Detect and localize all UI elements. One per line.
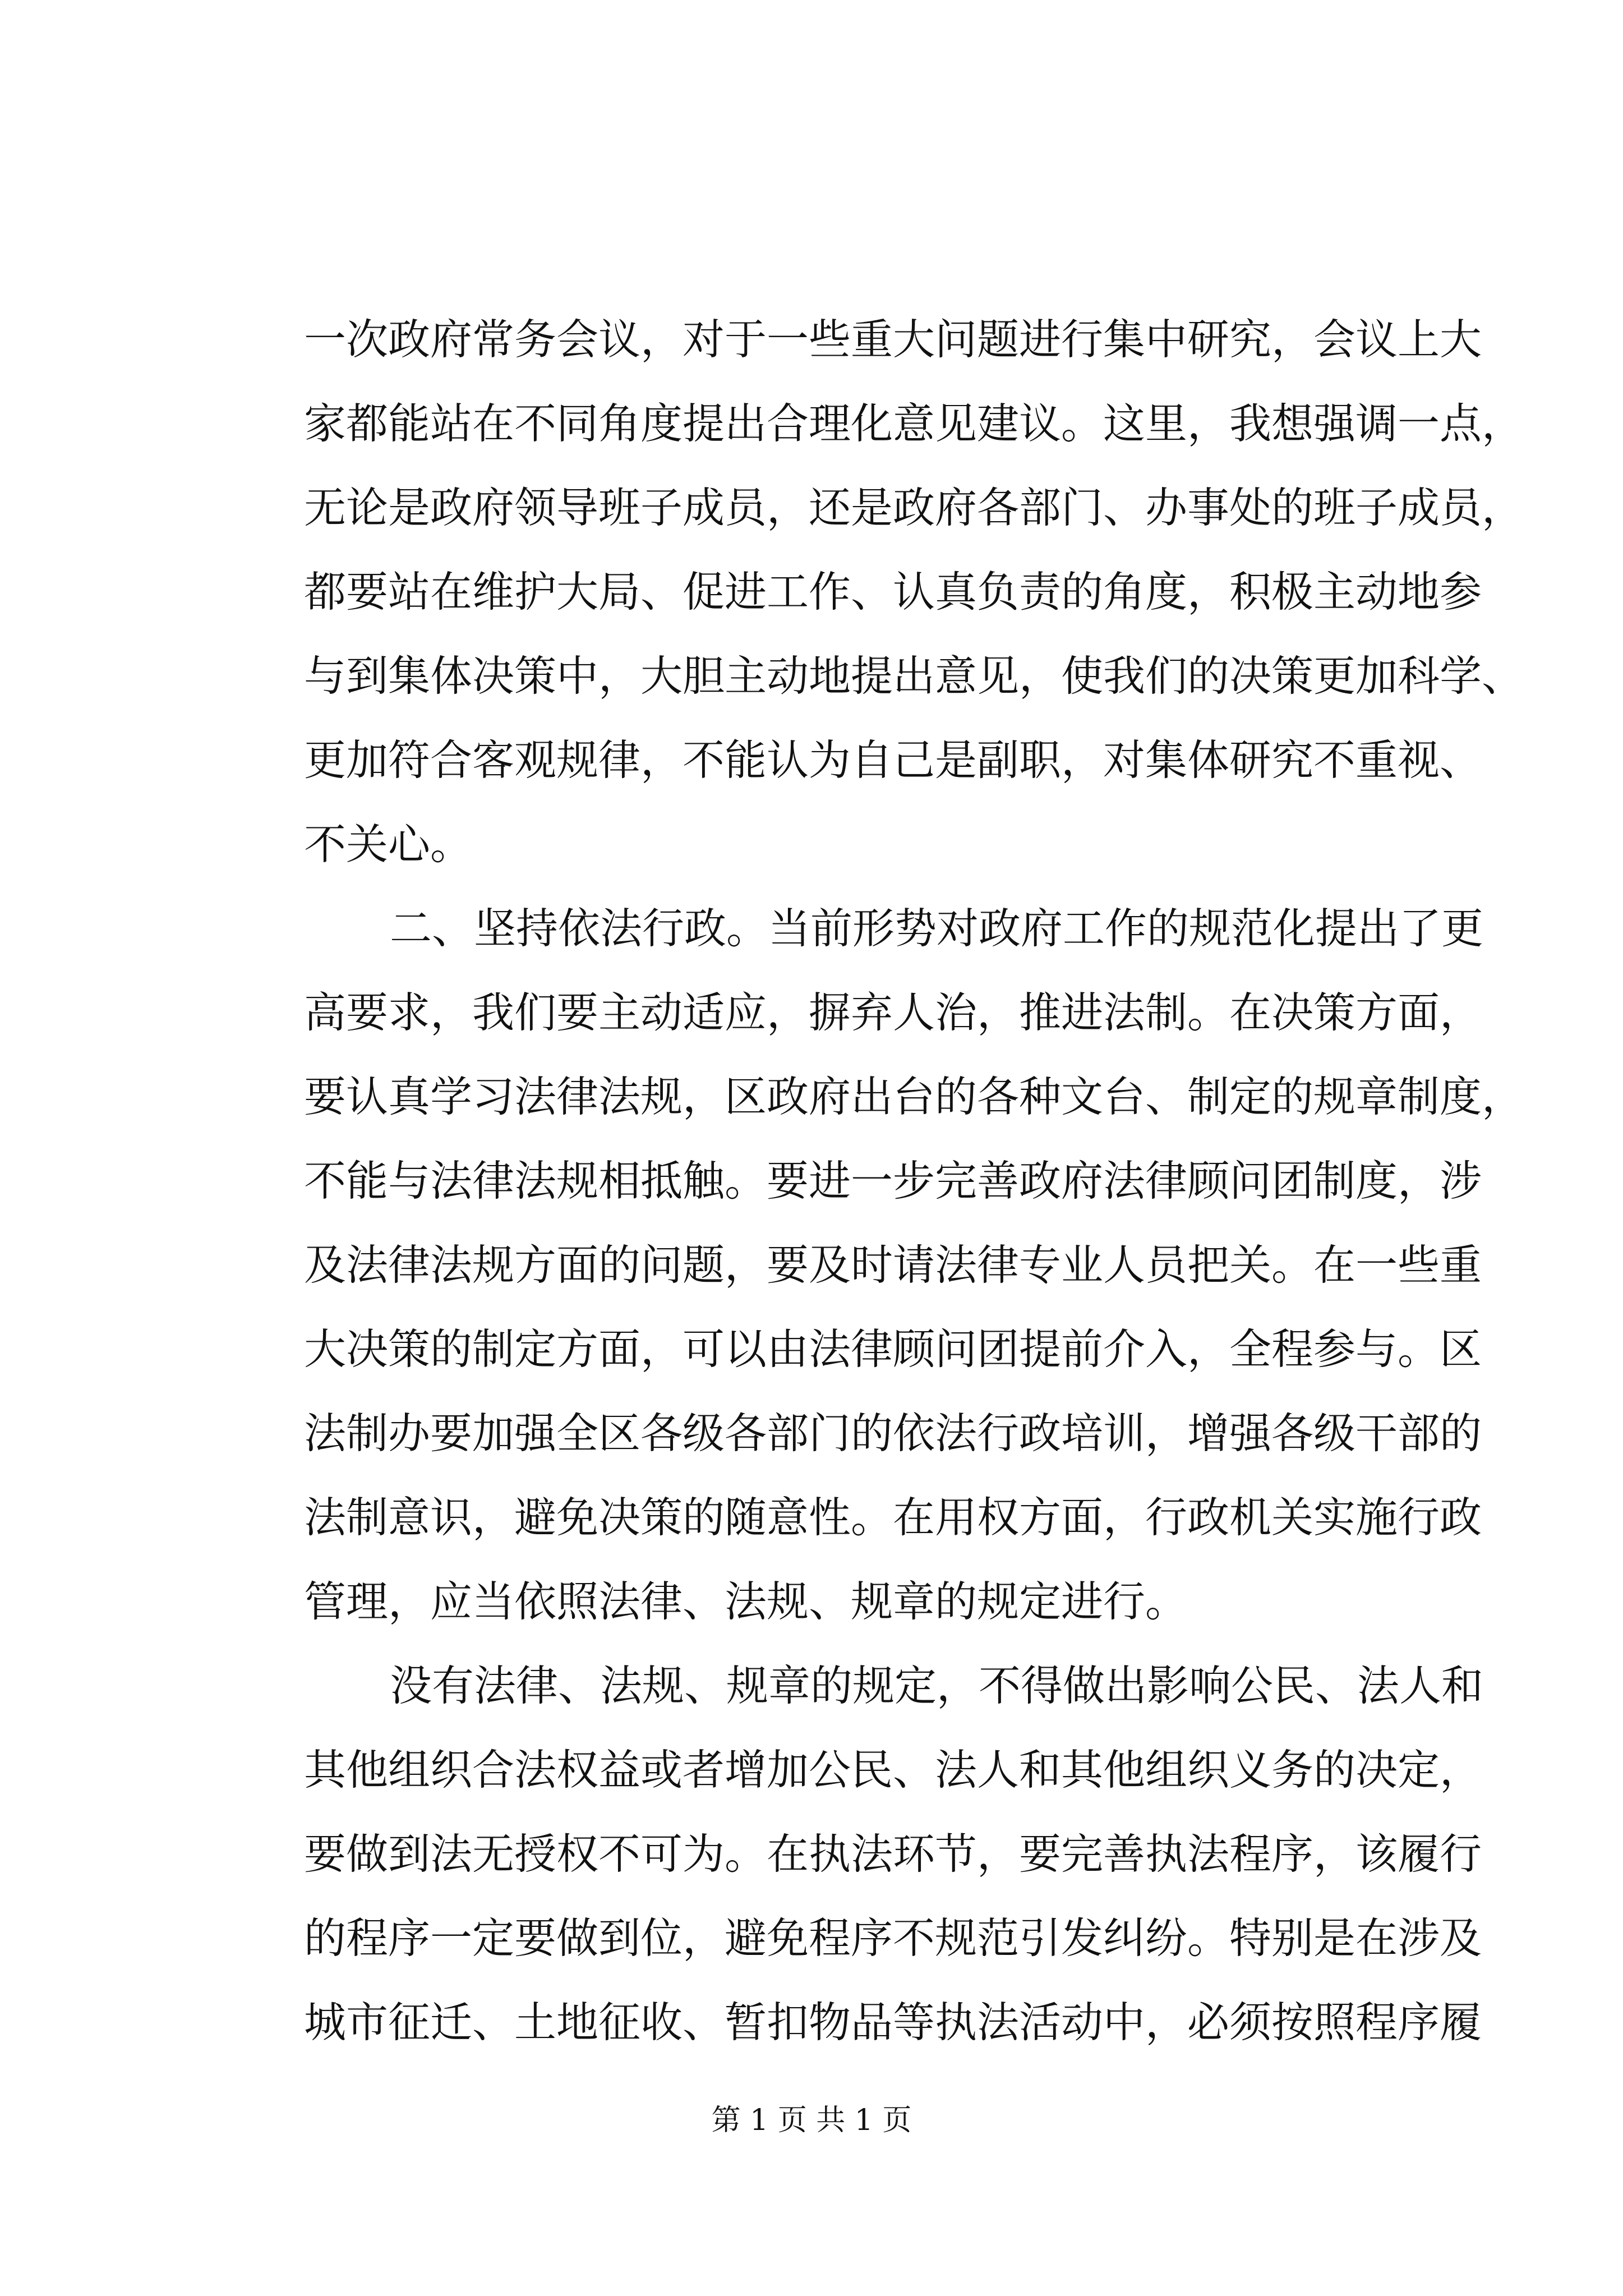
text-line: 家都能站在不同角度提出合理化意见建议。这里，我想强调一点， xyxy=(304,399,1524,448)
text-line: 法制意识，避免决策的随意性。在用权方面，行政机关实施行政 xyxy=(304,1493,1482,1542)
text-line: 的程序一定要做到位，避免程序不规范引发纠纷。特别是在涉及 xyxy=(304,1913,1482,1963)
text-line: 不能与法律法规相抵触。要进一步完善政府法律顾问团制度，涉 xyxy=(304,1156,1482,1205)
text-line: 城市征迁、土地征收、暂扣物品等执法活动中，必须按照程序履 xyxy=(304,1998,1482,2047)
text-line: 要认真学习法律法规，区政府出台的各种文台、制定的规章制度， xyxy=(304,1072,1524,1121)
text-line: 法制办要加强全区各级各部门的依法行政培训，增强各级干部的 xyxy=(304,1409,1482,1458)
text-line: 高要求，我们要主动适应，摒弃人治，推进法制。在决策方面， xyxy=(304,988,1482,1037)
text-line: 都要站在维护大局、促进工作、认真负责的角度，积极主动地参 xyxy=(304,567,1482,616)
page-number-label: 第 1 页 共 1 页 xyxy=(711,2104,912,2137)
text-line: 不关心。 xyxy=(304,820,473,869)
text-line: 无论是政府领导班子成员，还是政府各部门、办事处的班子成员， xyxy=(304,483,1524,532)
text-line: 及法律法规方面的问题，要及时请法律专业人员把关。在一些重 xyxy=(304,1240,1482,1290)
text-line: 与到集体决策中，大胆主动地提出意见，使我们的决策更加科学、 xyxy=(304,651,1524,701)
text-line: 更加符合客观规律，不能认为自己是副职，对集体研究不重视、 xyxy=(304,735,1482,785)
document-body xyxy=(304,297,1524,2064)
text-line: 其他组织合法权益或者增加公民、法人和其他组织义务的决定， xyxy=(304,1745,1482,1795)
text-line: 管理，应当依照法律、法规、规章的规定进行。 xyxy=(304,1577,1188,1626)
text-line: 一次政府常务会议，对于一些重大问题进行集中研究，会议上大 xyxy=(304,315,1482,364)
text-line: 大决策的制定方面，可以由法律顾问团提前介入，全程参与。区 xyxy=(304,1324,1482,1374)
text-line: 没有法律、法规、规章的规定，不得做出影响公民、法人和 xyxy=(390,1661,1484,1710)
text-line: 要做到法无授权不可为。在执法环节，要完善执法程序，该履行 xyxy=(304,1829,1482,1879)
page-footer xyxy=(0,2096,1623,2138)
text-line: 二、坚持依法行政。当前形势对政府工作的规范化提出了更 xyxy=(390,904,1484,953)
